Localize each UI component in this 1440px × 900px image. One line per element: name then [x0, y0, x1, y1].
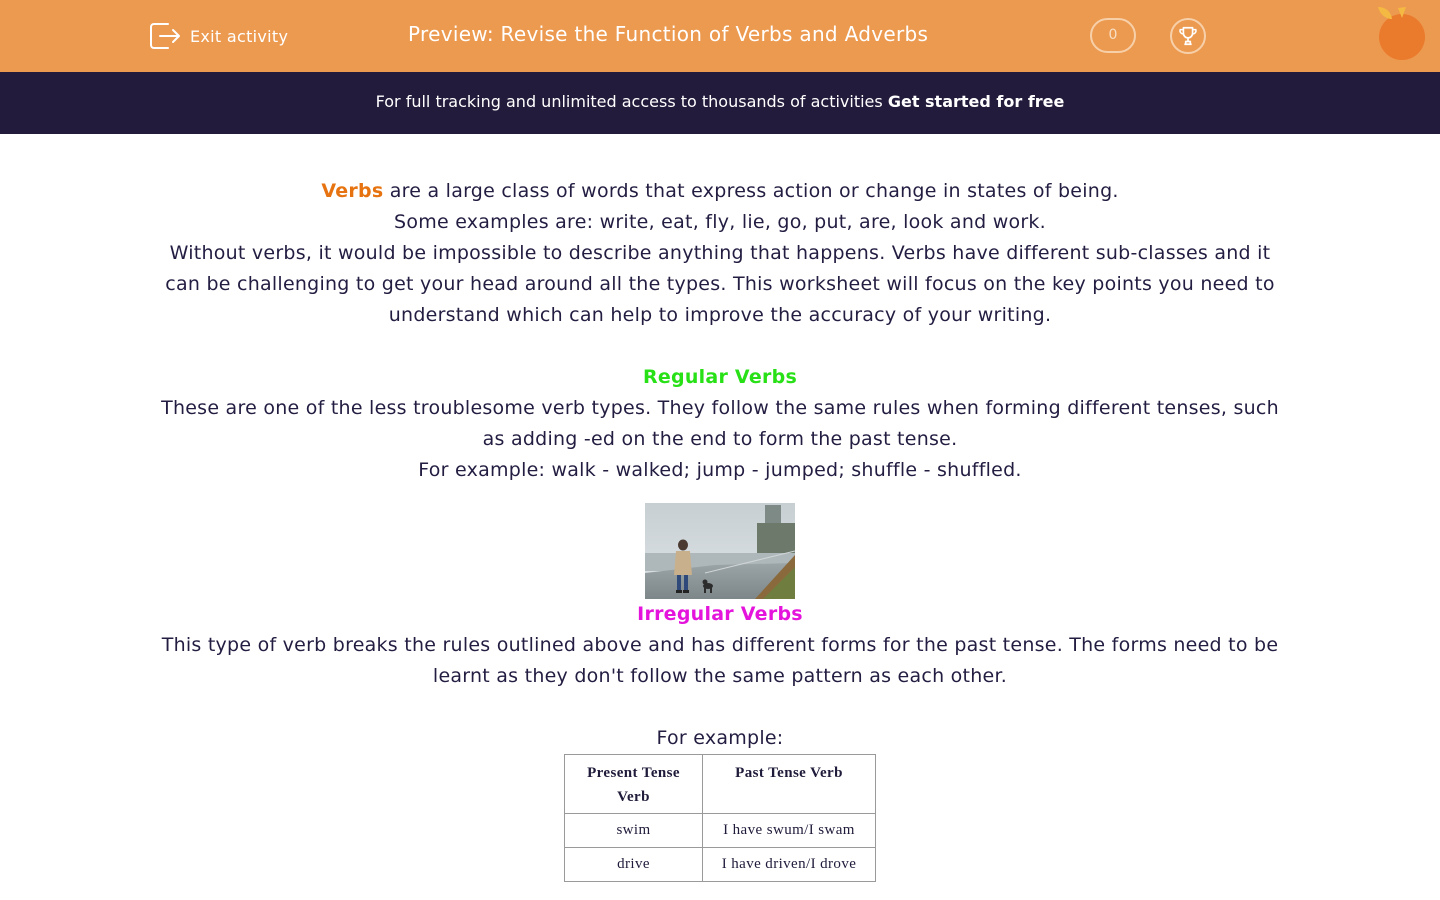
column-header-present: Present Tense Verb	[565, 755, 703, 814]
table-cell-present: drive	[565, 848, 703, 882]
table-cell-past: I have driven/I drove	[703, 848, 876, 882]
woman-walking-dog-image	[645, 503, 795, 599]
exit-activity-label: Exit activity	[190, 26, 289, 46]
score-badge: 0	[1090, 18, 1136, 53]
intro-paragraph	[150, 176, 1290, 207]
trophy-icon	[1177, 25, 1199, 47]
activity-title: Preview: Revise the Function of Verbs and Adverbs	[408, 22, 929, 46]
irregular-verbs-text: This type of verb breaks the rules outlined above and has different forms for the past tense. The forms need to be learnt as they don't follow the same pattern as each other.	[161, 634, 1279, 687]
exit-icon	[148, 21, 182, 51]
lesson-content	[150, 176, 1290, 882]
without-verbs-paragraph: Without verbs, it would be impossible to describe anything that happens. Verbs have different sub-classes and it can be challenging to get your head around all the types. This worksheet will focus on the key points you need to understand which can help to improve the accuracy of your writing.	[165, 242, 1275, 326]
exit-activity-button[interactable]	[148, 20, 288, 52]
table-row	[565, 848, 876, 882]
regular-verbs-heading: Regular Verbs	[642, 366, 798, 388]
intro-text: are a large class of words that express action or change in states of being.	[383, 180, 1119, 202]
table-cell-past: I have swum/I swam	[703, 814, 876, 848]
column-header-past: Past Tense Verb	[703, 755, 876, 814]
promo-text: For full tracking and unlimited access to thousands of activities	[375, 92, 888, 111]
verb-tense-table	[564, 754, 876, 882]
irregular-verbs-heading: Irregular Verbs	[637, 603, 803, 625]
for-example-label: For example:	[656, 727, 784, 749]
top-header	[0, 0, 1440, 72]
get-started-link[interactable]: Get started for free	[887, 92, 1065, 111]
verbs-keyword: Verbs	[321, 180, 384, 202]
promo-banner	[0, 72, 1440, 134]
table-row	[565, 814, 876, 848]
trophy-button[interactable]	[1170, 18, 1206, 54]
table-cell-present: swim	[565, 814, 703, 848]
regular-verbs-example: For example: walk - walked; jump - jumped; shuffle - shuffled.	[418, 459, 1022, 481]
orange-logo-icon	[1372, 4, 1432, 64]
table-header-row	[565, 755, 876, 814]
examples-paragraph: Some examples are: write, eat, fly, lie, go, put, are, look and work.	[394, 211, 1046, 233]
regular-verbs-text: These are one of the less troublesome verb types. They follow the same rules when forming different tenses, such as adding -ed on the end to form the past tense.	[161, 397, 1279, 450]
